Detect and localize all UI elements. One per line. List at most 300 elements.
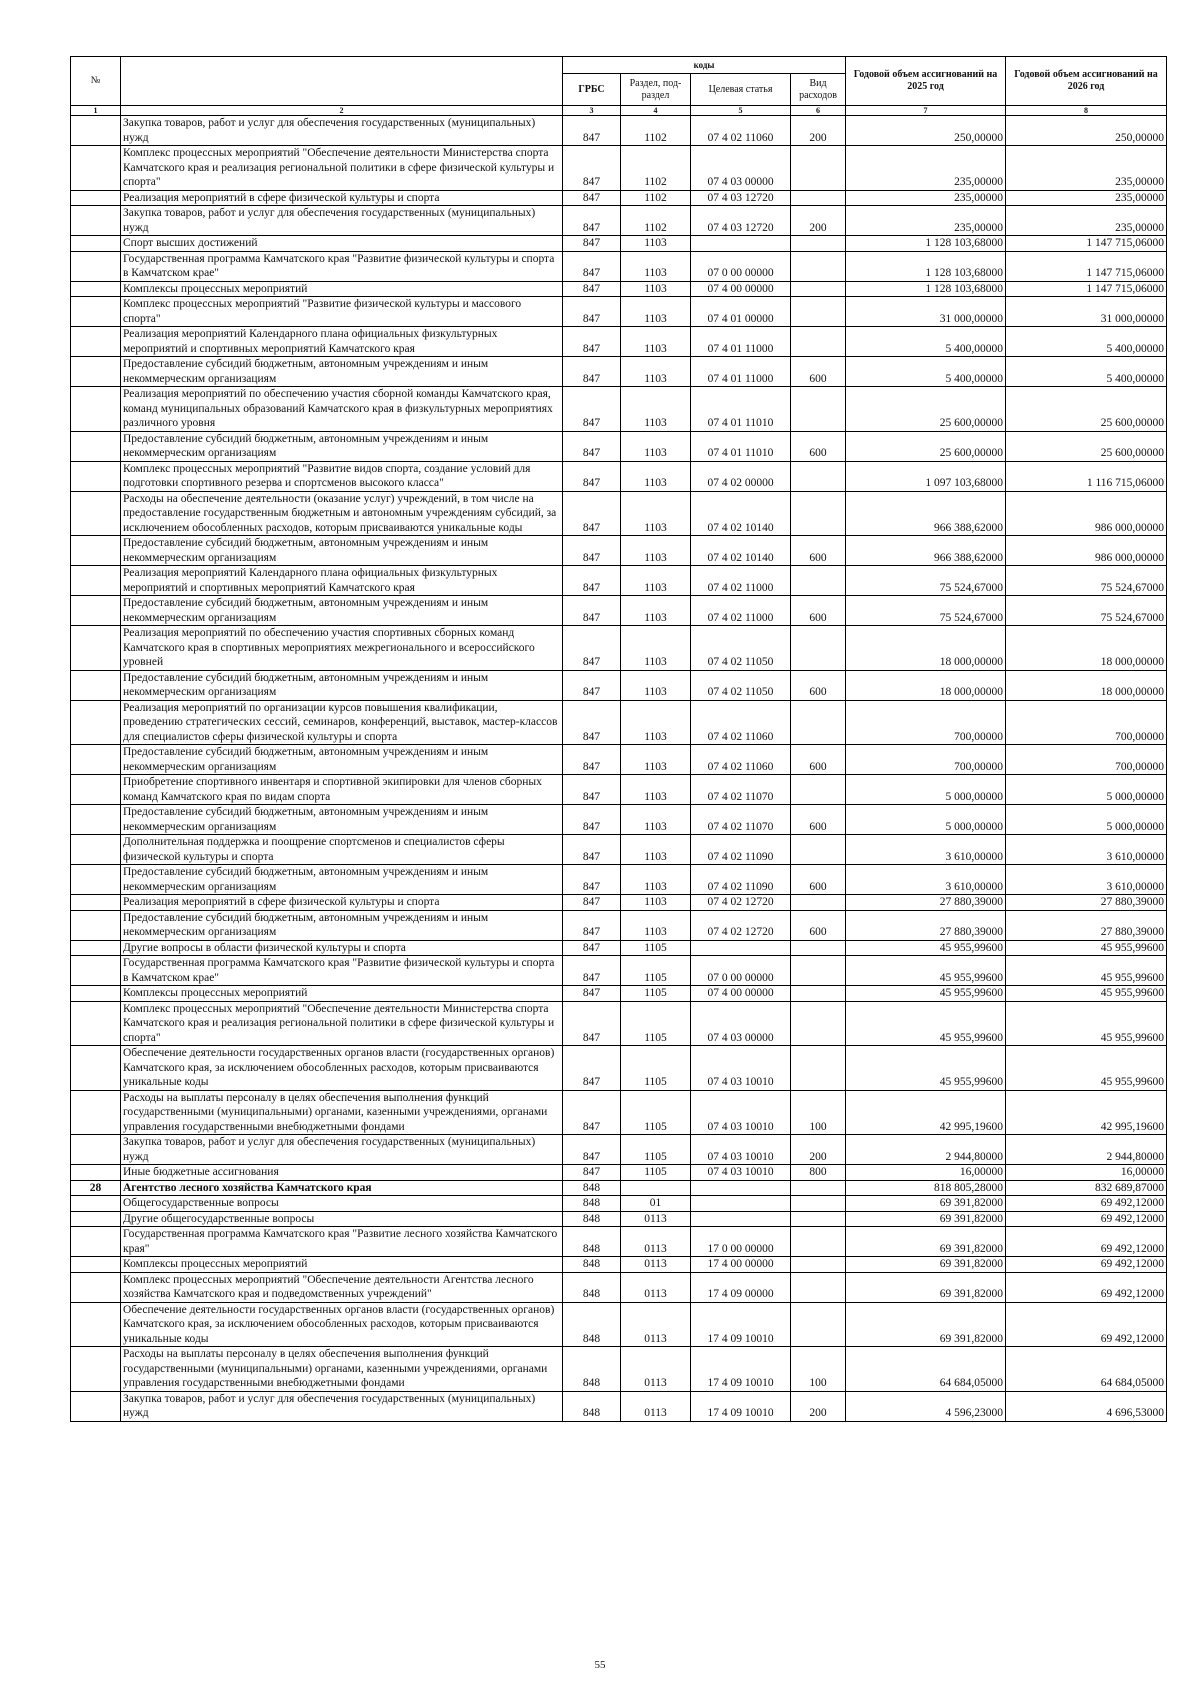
row-expense-type: 600 — [791, 357, 846, 387]
row-amount-2026: 4 696,53000 — [1006, 1391, 1167, 1421]
row-amount-2025: 69 391,82000 — [846, 1227, 1006, 1257]
table-row — [71, 596, 1167, 626]
row-amount-2025: 235,00000 — [846, 146, 1006, 191]
row-amount-2026: 986 000,00000 — [1006, 491, 1167, 536]
row-grbs: 847 — [563, 281, 621, 297]
row-section: 1103 — [621, 431, 691, 461]
header-year-2026: Годовой объем ассигнований на 2026 год — [1006, 57, 1167, 106]
row-number — [71, 387, 121, 432]
row-number — [71, 700, 121, 745]
row-expense-type: 800 — [791, 1165, 846, 1181]
row-section: 0113 — [621, 1227, 691, 1257]
row-target-item — [691, 1196, 791, 1212]
row-section: 1103 — [621, 835, 691, 865]
row-section: 1103 — [621, 491, 691, 536]
row-number — [71, 1227, 121, 1257]
row-section: 01 — [621, 1196, 691, 1212]
row-amount-2026: 2 944,80000 — [1006, 1135, 1167, 1165]
row-name: Обеспечение деятельности государственных органов власти (государственных органов) Камчатского края, за исключением обособленных расходов, которым присваиваются уникальные коды — [121, 1302, 563, 1347]
row-amount-2026: 25 600,00000 — [1006, 387, 1167, 432]
row-amount-2026: 1 116 715,06000 — [1006, 461, 1167, 491]
row-grbs: 847 — [563, 895, 621, 911]
row-amount-2025: 69 391,82000 — [846, 1257, 1006, 1273]
row-expense-type — [791, 956, 846, 986]
table-row — [71, 775, 1167, 805]
row-target-item: 17 4 09 10010 — [691, 1391, 791, 1421]
row-target-item: 07 0 00 00000 — [691, 956, 791, 986]
row-target-item: 07 4 02 11060 — [691, 700, 791, 745]
row-section: 1105 — [621, 940, 691, 956]
row-amount-2025: 45 955,99600 — [846, 1001, 1006, 1046]
row-section: 1103 — [621, 865, 691, 895]
row-name: Государственная программа Камчатского края "Развитие физической культуры и спорта в Камчатском крае" — [121, 956, 563, 986]
row-target-item: 07 4 01 00000 — [691, 297, 791, 327]
row-name: Реализация мероприятий Календарного плана официальных физкультурных мероприятий и спортивных мероприятий Камчатского края — [121, 566, 563, 596]
row-name: Предоставление субсидий бюджетным, автономным учреждениям и иным некоммерческим организациям — [121, 910, 563, 940]
row-grbs: 847 — [563, 297, 621, 327]
row-expense-type — [791, 1211, 846, 1227]
row-grbs: 847 — [563, 940, 621, 956]
row-grbs: 847 — [563, 865, 621, 895]
table-row — [71, 1180, 1167, 1196]
row-amount-2026: 45 955,99600 — [1006, 956, 1167, 986]
row-section: 1105 — [621, 986, 691, 1002]
row-name: Обеспечение деятельности государственных органов власти (государственных органов) Камчатского края, за исключением обособленных расходов, которым присваиваются уникальные коды — [121, 1046, 563, 1091]
row-expense-type: 600 — [791, 431, 846, 461]
row-amount-2026: 235,00000 — [1006, 190, 1167, 206]
row-target-item: 07 4 02 11050 — [691, 626, 791, 671]
row-expense-type — [791, 1196, 846, 1212]
row-amount-2026: 832 689,87000 — [1006, 1180, 1167, 1196]
table-body — [71, 116, 1167, 1422]
row-amount-2025: 966 388,62000 — [846, 491, 1006, 536]
row-name: Реализация мероприятий по организации курсов повышения квалификации, проведению стратегических сессий, семинаров, конференций, выставок, мастер-классов для специалистов сферы физической культуры и спорта — [121, 700, 563, 745]
table-row — [71, 895, 1167, 911]
row-amount-2025: 69 391,82000 — [846, 1272, 1006, 1302]
row-amount-2025: 235,00000 — [846, 190, 1006, 206]
table-row — [71, 461, 1167, 491]
row-section: 1103 — [621, 327, 691, 357]
table-row — [71, 1135, 1167, 1165]
row-number — [71, 1391, 121, 1421]
row-target-item: 17 0 00 00000 — [691, 1227, 791, 1257]
table-row — [71, 700, 1167, 745]
row-grbs: 847 — [563, 566, 621, 596]
row-expense-type — [791, 1227, 846, 1257]
row-section: 0113 — [621, 1211, 691, 1227]
row-target-item: 07 4 02 11060 — [691, 116, 791, 146]
row-amount-2025: 16,00000 — [846, 1165, 1006, 1181]
table-row — [71, 865, 1167, 895]
row-amount-2026: 3 610,00000 — [1006, 865, 1167, 895]
row-name: Предоставление субсидий бюджетным, автономным учреждениям и иным некоммерческим организациям — [121, 745, 563, 775]
row-target-item: 07 4 02 11070 — [691, 775, 791, 805]
row-target-item — [691, 1211, 791, 1227]
row-amount-2026: 27 880,39000 — [1006, 895, 1167, 911]
row-target-item: 07 4 03 12720 — [691, 190, 791, 206]
row-amount-2026: 16,00000 — [1006, 1165, 1167, 1181]
row-amount-2026: 235,00000 — [1006, 206, 1167, 236]
row-grbs: 847 — [563, 626, 621, 671]
header-section: Раздел, под-раздел — [621, 74, 691, 106]
row-section: 1105 — [621, 1165, 691, 1181]
row-amount-2026: 69 492,12000 — [1006, 1302, 1167, 1347]
row-grbs: 848 — [563, 1347, 621, 1392]
row-section: 0113 — [621, 1391, 691, 1421]
row-section: 1103 — [621, 805, 691, 835]
row-name: Расходы на обеспечение деятельности (оказание услуг) учреждений, в том числе на предоставление государственным бюджетным и автономным учреждениям субсидий, за исключением обособленных расходов, которым присваиваются уникальные коды — [121, 491, 563, 536]
row-number — [71, 1272, 121, 1302]
row-amount-2025: 45 955,99600 — [846, 956, 1006, 986]
row-name: Закупка товаров, работ и услуг для обеспечения государственных (муниципальных) нужд — [121, 1135, 563, 1165]
row-number — [71, 327, 121, 357]
row-section: 1103 — [621, 910, 691, 940]
table-row — [71, 1272, 1167, 1302]
row-amount-2026: 1 147 715,06000 — [1006, 281, 1167, 297]
row-amount-2025: 4 596,23000 — [846, 1391, 1006, 1421]
row-amount-2025: 1 128 103,68000 — [846, 281, 1006, 297]
row-amount-2025: 69 391,82000 — [846, 1196, 1006, 1212]
row-expense-type — [791, 1302, 846, 1347]
table-row — [71, 745, 1167, 775]
row-grbs: 847 — [563, 357, 621, 387]
row-number — [71, 1257, 121, 1273]
row-target-item: 17 4 09 10010 — [691, 1347, 791, 1392]
row-amount-2026: 69 492,12000 — [1006, 1227, 1167, 1257]
row-amount-2026: 18 000,00000 — [1006, 626, 1167, 671]
row-grbs: 847 — [563, 910, 621, 940]
row-grbs: 847 — [563, 251, 621, 281]
row-target-item: 07 4 02 10140 — [691, 536, 791, 566]
row-name: Реализация мероприятий по обеспечению участия спортивных сборных команд Камчатского края в спортивных мероприятиях межрегионального и всероссийского уровней — [121, 626, 563, 671]
row-target-item: 07 4 03 00000 — [691, 146, 791, 191]
row-section: 1103 — [621, 357, 691, 387]
row-amount-2025: 700,00000 — [846, 745, 1006, 775]
row-name: Другие вопросы в области физической культуры и спорта — [121, 940, 563, 956]
row-number — [71, 865, 121, 895]
row-target-item: 07 0 00 00000 — [691, 251, 791, 281]
row-name: Комплекс процессных мероприятий "Обеспечение деятельности Министерства спорта Камчатского края и реализация региональной политики в сфере физической культуры и спорта" — [121, 146, 563, 191]
row-amount-2025: 700,00000 — [846, 700, 1006, 745]
row-grbs: 847 — [563, 596, 621, 626]
row-name: Расходы на выплаты персоналу в целях обеспечения выполнения функций государственными (муниципальными) органами, казенными учреждениями, органами управления государственными внебюджетными фондами — [121, 1347, 563, 1392]
column-number: 3 — [563, 106, 621, 116]
row-amount-2026: 45 955,99600 — [1006, 986, 1167, 1002]
table-row — [71, 431, 1167, 461]
table-row — [71, 236, 1167, 252]
row-amount-2025: 235,00000 — [846, 206, 1006, 236]
row-section: 0113 — [621, 1347, 691, 1392]
row-name: Приобретение спортивного инвентаря и спортивной экипировки для членов сборных команд Камчатского края по видам спорта — [121, 775, 563, 805]
row-amount-2025: 5 000,00000 — [846, 775, 1006, 805]
row-amount-2025: 45 955,99600 — [846, 940, 1006, 956]
table-row — [71, 190, 1167, 206]
row-amount-2025: 1 128 103,68000 — [846, 251, 1006, 281]
row-name: Иные бюджетные ассигнования — [121, 1165, 563, 1181]
row-section: 1105 — [621, 1135, 691, 1165]
table-row — [71, 835, 1167, 865]
row-name: Предоставление субсидий бюджетным, автономным учреждениям и иным некоммерческим организациям — [121, 596, 563, 626]
row-amount-2026: 75 524,67000 — [1006, 596, 1167, 626]
row-grbs: 847 — [563, 1135, 621, 1165]
row-amount-2026: 5 000,00000 — [1006, 805, 1167, 835]
row-grbs: 848 — [563, 1227, 621, 1257]
row-grbs: 847 — [563, 387, 621, 432]
table-row — [71, 566, 1167, 596]
row-number — [71, 461, 121, 491]
table-row — [71, 626, 1167, 671]
row-number — [71, 146, 121, 191]
row-number — [71, 297, 121, 327]
row-grbs: 847 — [563, 327, 621, 357]
row-grbs: 847 — [563, 536, 621, 566]
row-section: 1103 — [621, 461, 691, 491]
row-amount-2025: 5 000,00000 — [846, 805, 1006, 835]
table-row — [71, 1257, 1167, 1273]
row-number — [71, 357, 121, 387]
row-expense-type — [791, 626, 846, 671]
row-grbs: 847 — [563, 116, 621, 146]
row-amount-2025: 27 880,39000 — [846, 895, 1006, 911]
row-name: Дополнительная поддержка и поощрение спортсменов и специалистов сферы физической культуры и спорта — [121, 835, 563, 865]
row-section: 1103 — [621, 536, 691, 566]
row-amount-2025: 18 000,00000 — [846, 626, 1006, 671]
row-name: Спорт высших достижений — [121, 236, 563, 252]
row-section: 1103 — [621, 251, 691, 281]
row-number — [71, 116, 121, 146]
row-amount-2026: 45 955,99600 — [1006, 1046, 1167, 1091]
row-number — [71, 910, 121, 940]
row-target-item: 07 4 03 10010 — [691, 1090, 791, 1135]
row-amount-2026: 45 955,99600 — [1006, 1001, 1167, 1046]
row-target-item: 07 4 02 12720 — [691, 895, 791, 911]
row-target-item: 07 4 01 11000 — [691, 327, 791, 357]
row-grbs: 847 — [563, 1046, 621, 1091]
row-expense-type: 600 — [791, 910, 846, 940]
table-row — [71, 910, 1167, 940]
row-expense-type — [791, 1046, 846, 1091]
row-target-item: 07 4 01 11010 — [691, 431, 791, 461]
row-expense-type: 100 — [791, 1347, 846, 1392]
row-name: Расходы на выплаты персоналу в целях обеспечения выполнения функций государственными (муниципальными) органами, казенными учреждениями, органами управления государственными внебюджетными фондами — [121, 1090, 563, 1135]
row-section — [621, 1180, 691, 1196]
row-name: Комплексы процессных мероприятий — [121, 281, 563, 297]
column-number: 2 — [121, 106, 563, 116]
row-section: 1102 — [621, 146, 691, 191]
table-row — [71, 1302, 1167, 1347]
row-target-item: 07 4 02 11090 — [691, 865, 791, 895]
row-grbs: 847 — [563, 461, 621, 491]
row-name: Предоставление субсидий бюджетным, автономным учреждениям и иным некоммерческим организациям — [121, 805, 563, 835]
row-target-item: 07 4 02 11000 — [691, 596, 791, 626]
row-amount-2025: 3 610,00000 — [846, 835, 1006, 865]
row-amount-2025: 966 388,62000 — [846, 536, 1006, 566]
header-num: № — [71, 57, 121, 106]
row-amount-2026: 69 492,12000 — [1006, 1196, 1167, 1212]
table-row — [71, 491, 1167, 536]
row-expense-type — [791, 986, 846, 1002]
row-number — [71, 986, 121, 1002]
row-name: Агентство лесного хозяйства Камчатского края — [121, 1180, 563, 1196]
row-expense-type — [791, 1272, 846, 1302]
table-row — [71, 1211, 1167, 1227]
row-grbs: 847 — [563, 805, 621, 835]
row-amount-2026: 69 492,12000 — [1006, 1272, 1167, 1302]
row-number — [71, 805, 121, 835]
row-target-item: 07 4 02 10140 — [691, 491, 791, 536]
row-name: Закупка товаров, работ и услуг для обеспечения государственных (муниципальных) нужд — [121, 1391, 563, 1421]
row-name: Предоставление субсидий бюджетным, автономным учреждениям и иным некоммерческим организациям — [121, 357, 563, 387]
row-name: Реализация мероприятий по обеспечению участия сборной команды Камчатского края, команд муниципальных образований Камчатского края в физкультурных мероприятиях различного уровня — [121, 387, 563, 432]
row-expense-type: 600 — [791, 745, 846, 775]
table-row — [71, 986, 1167, 1002]
row-section: 1102 — [621, 116, 691, 146]
row-name: Комплекс процессных мероприятий "Обеспечение деятельности Агентства лесного хозяйства Камчатского края и подведомственных учреждений" — [121, 1272, 563, 1302]
row-name: Предоставление субсидий бюджетным, автономным учреждениям и иным некоммерческим организациям — [121, 670, 563, 700]
header-expense-type: Вид расходов — [791, 74, 846, 106]
row-amount-2025: 75 524,67000 — [846, 566, 1006, 596]
row-grbs: 847 — [563, 775, 621, 805]
row-section: 1102 — [621, 190, 691, 206]
row-expense-type: 200 — [791, 1135, 846, 1165]
row-expense-type — [791, 297, 846, 327]
row-target-item — [691, 1180, 791, 1196]
row-amount-2026: 1 147 715,06000 — [1006, 251, 1167, 281]
row-grbs: 847 — [563, 745, 621, 775]
row-section: 1103 — [621, 700, 691, 745]
row-grbs: 848 — [563, 1196, 621, 1212]
row-number — [71, 956, 121, 986]
row-section: 1103 — [621, 297, 691, 327]
row-amount-2026: 5 400,00000 — [1006, 357, 1167, 387]
row-expense-type — [791, 236, 846, 252]
row-section: 1102 — [621, 206, 691, 236]
row-target-item: 07 4 00 00000 — [691, 281, 791, 297]
row-target-item: 07 4 02 12720 — [691, 910, 791, 940]
row-amount-2025: 25 600,00000 — [846, 387, 1006, 432]
row-expense-type: 600 — [791, 805, 846, 835]
row-amount-2025: 75 524,67000 — [846, 596, 1006, 626]
row-name: Закупка товаров, работ и услуг для обеспечения государственных (муниципальных) нужд — [121, 116, 563, 146]
row-amount-2026: 75 524,67000 — [1006, 566, 1167, 596]
row-target-item: 07 4 02 11090 — [691, 835, 791, 865]
row-amount-2025: 3 610,00000 — [846, 865, 1006, 895]
row-amount-2026: 42 995,19600 — [1006, 1090, 1167, 1135]
row-section: 0113 — [621, 1257, 691, 1273]
row-name: Предоставление субсидий бюджетным, автономным учреждениям и иным некоммерческим организациям — [121, 865, 563, 895]
row-expense-type — [791, 281, 846, 297]
row-target-item: 07 4 03 10010 — [691, 1135, 791, 1165]
table-row — [71, 1090, 1167, 1135]
row-amount-2026: 18 000,00000 — [1006, 670, 1167, 700]
row-grbs: 848 — [563, 1211, 621, 1227]
row-number — [71, 1302, 121, 1347]
column-number-row — [71, 106, 1167, 116]
row-number — [71, 431, 121, 461]
row-target-item: 07 4 02 11050 — [691, 670, 791, 700]
row-expense-type: 200 — [791, 206, 846, 236]
row-amount-2025: 5 400,00000 — [846, 357, 1006, 387]
row-target-item: 07 4 03 00000 — [691, 1001, 791, 1046]
row-amount-2026: 69 492,12000 — [1006, 1211, 1167, 1227]
row-expense-type — [791, 835, 846, 865]
row-number: 28 — [71, 1180, 121, 1196]
row-grbs: 848 — [563, 1302, 621, 1347]
row-section: 1105 — [621, 1090, 691, 1135]
row-expense-type — [791, 1180, 846, 1196]
row-expense-type — [791, 895, 846, 911]
row-number — [71, 940, 121, 956]
row-name: Комплекс процессных мероприятий "Развитие физической культуры и массового спорта" — [121, 297, 563, 327]
row-section: 1103 — [621, 775, 691, 805]
row-amount-2025: 27 880,39000 — [846, 910, 1006, 940]
table-row — [71, 206, 1167, 236]
row-section: 0113 — [621, 1302, 691, 1347]
row-number — [71, 1090, 121, 1135]
row-amount-2025: 31 000,00000 — [846, 297, 1006, 327]
column-number: 7 — [846, 106, 1006, 116]
row-name: Закупка товаров, работ и услуг для обеспечения государственных (муниципальных) нужд — [121, 206, 563, 236]
row-target-item: 17 4 00 00000 — [691, 1257, 791, 1273]
row-amount-2026: 700,00000 — [1006, 745, 1167, 775]
row-expense-type: 600 — [791, 865, 846, 895]
row-number — [71, 1347, 121, 1392]
row-expense-type — [791, 566, 846, 596]
header-name — [121, 57, 563, 106]
table-row — [71, 1196, 1167, 1212]
table-row — [71, 146, 1167, 191]
row-amount-2026: 700,00000 — [1006, 700, 1167, 745]
table-row — [71, 281, 1167, 297]
row-grbs: 847 — [563, 986, 621, 1002]
row-name: Предоставление субсидий бюджетным, автономным учреждениям и иным некоммерческим организациям — [121, 536, 563, 566]
row-number — [71, 251, 121, 281]
row-expense-type: 600 — [791, 670, 846, 700]
row-grbs: 848 — [563, 1257, 621, 1273]
row-section: 1103 — [621, 596, 691, 626]
row-section: 1103 — [621, 745, 691, 775]
column-number: 4 — [621, 106, 691, 116]
row-section: 1103 — [621, 670, 691, 700]
table-row — [71, 1391, 1167, 1421]
row-amount-2025: 1 128 103,68000 — [846, 236, 1006, 252]
row-amount-2026: 69 492,12000 — [1006, 1257, 1167, 1273]
row-target-item — [691, 940, 791, 956]
table-row — [71, 1347, 1167, 1392]
row-amount-2025: 42 995,19600 — [846, 1090, 1006, 1135]
row-amount-2026: 250,00000 — [1006, 116, 1167, 146]
row-amount-2025: 69 391,82000 — [846, 1302, 1006, 1347]
table-row — [71, 805, 1167, 835]
table-row — [71, 387, 1167, 432]
table-row — [71, 251, 1167, 281]
row-number — [71, 1046, 121, 1091]
row-grbs: 847 — [563, 206, 621, 236]
row-expense-type — [791, 1001, 846, 1046]
table-row — [71, 670, 1167, 700]
row-amount-2026: 986 000,00000 — [1006, 536, 1167, 566]
header-target-item: Целевая статья — [691, 74, 791, 106]
row-number — [71, 1211, 121, 1227]
row-expense-type — [791, 1257, 846, 1273]
row-target-item: 17 4 09 10010 — [691, 1302, 791, 1347]
row-amount-2025: 45 955,99600 — [846, 1046, 1006, 1091]
row-name: Реализация мероприятий в сфере физической культуры и спорта — [121, 895, 563, 911]
row-amount-2025: 2 944,80000 — [846, 1135, 1006, 1165]
row-number — [71, 1165, 121, 1181]
row-section: 1103 — [621, 387, 691, 432]
row-section: 1103 — [621, 281, 691, 297]
